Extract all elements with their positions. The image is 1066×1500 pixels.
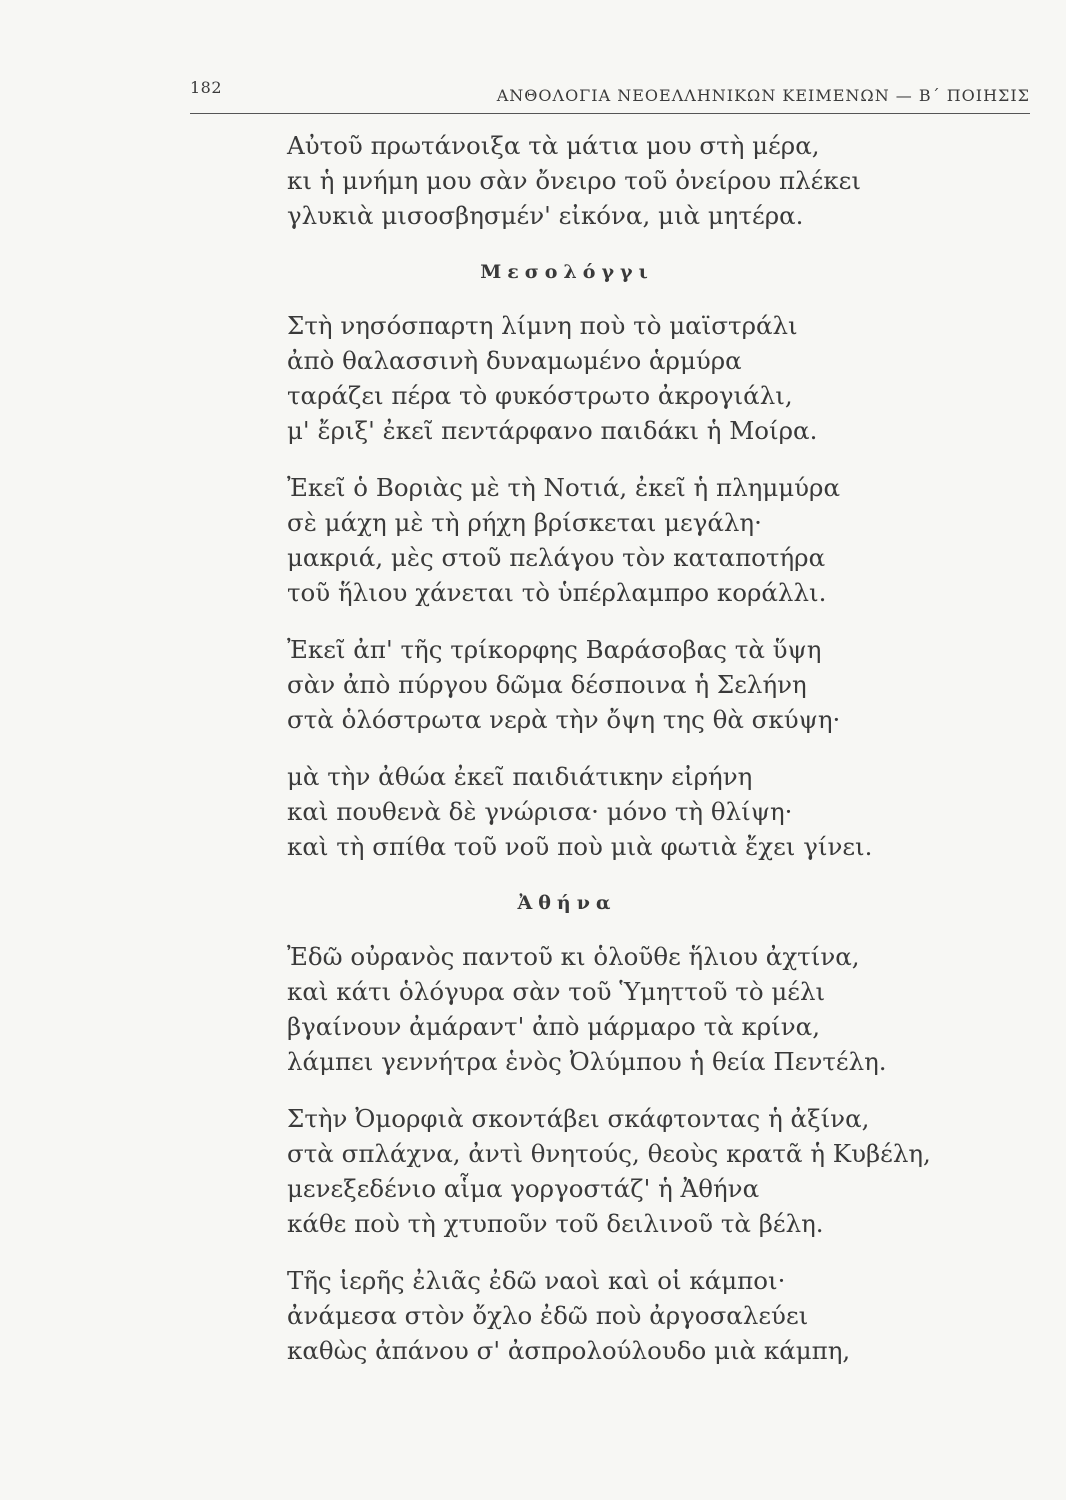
verse-line: κάθε ποὺ τὴ χτυποῦν τοῦ δειλινοῦ τὰ βέλη. xyxy=(287,1209,824,1238)
verse-line: σὲ μάχη μὲ τὴ ρήχη βρίσκεται μεγάλη· xyxy=(287,508,762,537)
verse-line: λάμπει γεννήτρα ἑνὸς Ὀλύμπου ἡ θεία Πεντέλη. xyxy=(287,1047,887,1076)
page-number: 182 xyxy=(190,78,223,97)
stanza xyxy=(287,1263,927,1368)
verse-line: ἀπὸ θαλασσινὴ δυναμωμένο ἁρμύρα xyxy=(287,346,742,375)
verse-line: μ' ἔριξ' ἐκεῖ πεντάρφανο παιδάκι ἡ Μοίρα. xyxy=(287,416,818,445)
verse-line: κι ἡ μνήμη μου σὰν ὄνειρο τοῦ ὀνείρου πλέκει xyxy=(287,166,861,195)
verse-line: τοῦ ἥλιου χάνεται τὸ ὑπέρλαμπρο κοράλλι. xyxy=(287,578,827,607)
verse-line: Ἐδῶ οὐρανὸς παντοῦ κι ὁλοῦθε ἥλιου ἀχτίνα, xyxy=(287,942,860,971)
verse-line: καὶ τὴ σπίθα τοῦ νοῦ ποὺ μιὰ φωτιὰ ἔχει γίνει. xyxy=(287,832,873,861)
verse-line: στὰ ὁλόστρωτα νερὰ τὴν ὄψη της θὰ σκύψη· xyxy=(287,705,841,734)
verse-line: μενεξεδένιο αἷμα γοργοστάζ' ἡ Ἀθήνα xyxy=(287,1174,760,1203)
stanza xyxy=(287,308,927,448)
verse-line: στὰ σπλάχνα, ἀντὶ θνητούς, θεοὺς κρατᾶ ἡ Κυβέλη, xyxy=(287,1139,931,1168)
running-title: ΑΝΘΟΛΟΓΙΑ ΝΕΟΕΛΛΗΝΙΚΩΝ ΚΕΙΜΕΝΩΝ — Β΄ ΠΟΙΗΣΙΣ xyxy=(496,86,1030,105)
verse-line: Ἐκεῖ ἀπ' τῆς τρίκορφης Βαράσοβας τὰ ὕψη xyxy=(287,635,822,664)
stanza xyxy=(287,470,927,610)
verse-line: καθὼς ἀπάνου σ' ἀσπρολούλουδο μιὰ κάμπη, xyxy=(287,1336,851,1365)
stanza xyxy=(287,632,927,737)
verse-line: Στὴν Ὀμορφιὰ σκοντάβει σκάφτοντας ἡ ἀξίνα, xyxy=(287,1104,870,1133)
verse-line: μακριά, μὲς στοῦ πελάγου τὸν καταποτήρα xyxy=(287,543,826,572)
stanza xyxy=(287,759,927,864)
verse-line: βγαίνουν ἀμάραντ' ἀπὸ μάρμαρο τὰ κρίνα, xyxy=(287,1012,821,1041)
running-header xyxy=(190,78,1030,104)
verse-line: γλυκιὰ μισοσβησμέν' εἰκόνα, μιὰ μητέρα. xyxy=(287,201,804,230)
stanza xyxy=(287,1101,931,1241)
verse-line: καὶ πουθενὰ δὲ γνώρισα· μόνο τὴ θλίψη· xyxy=(287,797,793,826)
verse-line: μὰ τὴν ἀθώα ἐκεῖ παιδιάτικην εἰρήνη xyxy=(287,762,753,791)
section-title-athina: Ἀθήνα xyxy=(517,892,617,914)
verse-line: Στὴ νησόσπαρτη λίμνη ποὺ τὸ μαϊστράλι xyxy=(287,311,798,340)
verse-line: ἀνάμεσα στὸν ὄχλο ἐδῶ ποὺ ἀργοσαλεύει xyxy=(287,1301,809,1330)
verse-line: ταράζει πέρα τὸ φυκόστρωτο ἀκρογιάλι, xyxy=(287,381,793,410)
verse-line: σὰν ἀπὸ πύργου δῶμα δέσποινα ἡ Σελήνη xyxy=(287,670,807,699)
verse-line: Αὐτοῦ πρωτάνοιξα τὰ μάτια μου στὴ μέρα, xyxy=(287,131,820,160)
verse-line: καὶ κάτι ὁλόγυρα σὰν τοῦ Ὑμηττοῦ τὸ μέλι xyxy=(287,977,826,1006)
stanza xyxy=(287,939,927,1079)
opening-stanza xyxy=(287,128,927,233)
section-title-mesolongi: Μεσολόγγι xyxy=(480,261,654,283)
poem-body xyxy=(287,128,931,1390)
verse-line: Τῆς ἱερῆς ἐλιᾶς ἐδῶ ναοὶ καὶ οἱ κάμποι· xyxy=(287,1266,786,1295)
header-rule xyxy=(190,113,1030,114)
verse-line: Ἐκεῖ ὁ Βοριὰς μὲ τὴ Νοτιά, ἐκεῖ ἡ πλημμύρα xyxy=(287,473,841,502)
